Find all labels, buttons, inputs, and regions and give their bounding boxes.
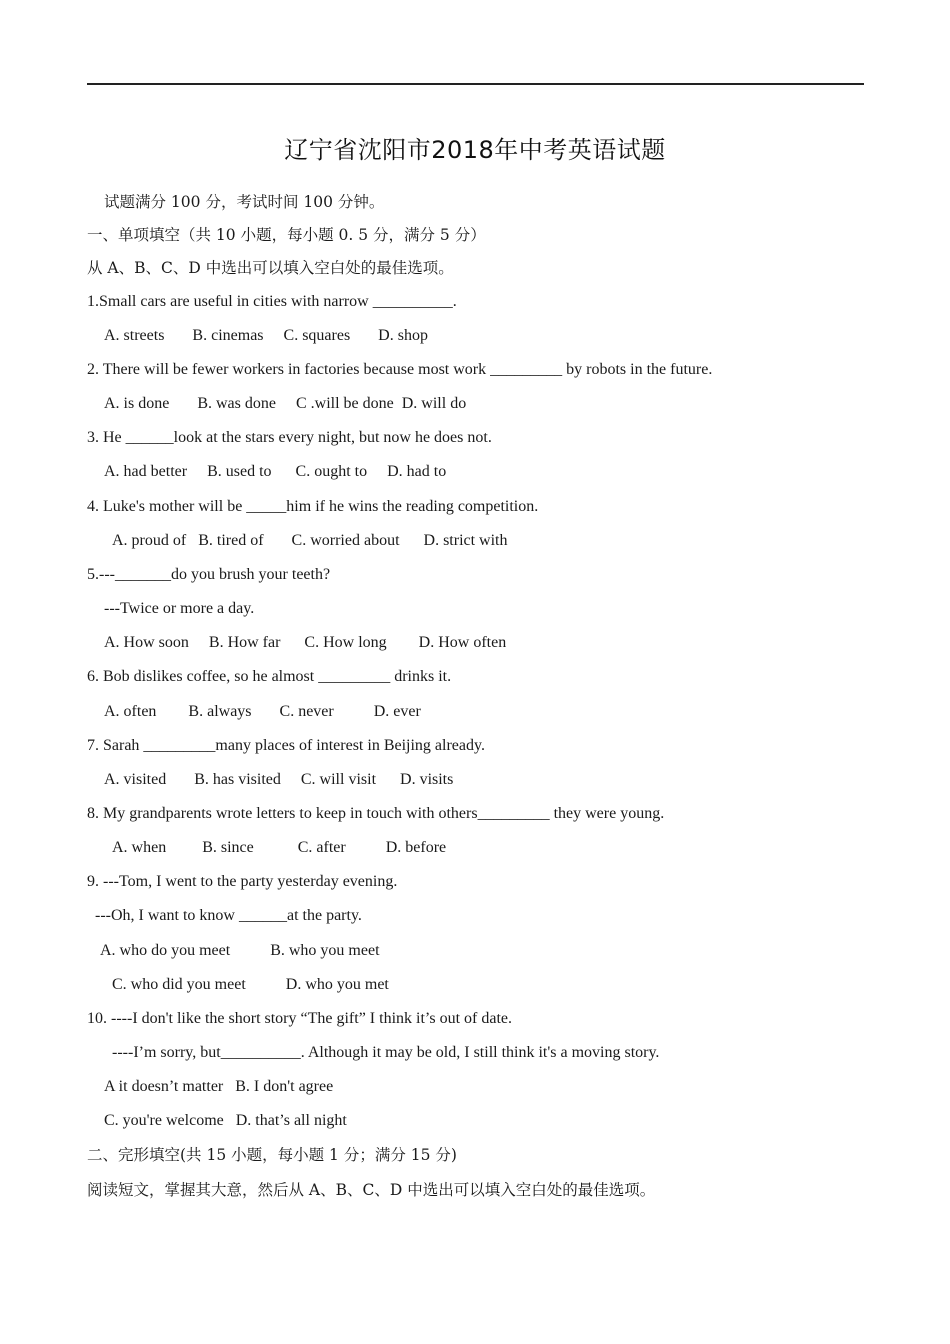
- section1-instruction: 从 A、B、C、D 中选出可以填入空白处的最佳选项。: [87, 259, 454, 277]
- section1-heading: 一、单项填空（共 10 小题，每小题 0. 5 分，满分 5 分）: [87, 226, 486, 244]
- question-options: A. visited B. has visited C. will visit D. visits: [104, 771, 454, 788]
- question-options: A. streets B. cinemas C. squares D. shop: [104, 327, 428, 344]
- question-options: A. is done B. was done C .will be done D. will do: [104, 395, 467, 412]
- exam-intro: 试题满分 100 分，考试时间 100 分钟。: [104, 193, 385, 211]
- question-dialogue-line: ----I’m sorry, but__________. Although it may be old, I still think it's a moving story.: [112, 1044, 660, 1061]
- top-rule: [87, 83, 864, 85]
- question-dialogue-line: ---Twice or more a day.: [104, 600, 255, 617]
- section2-heading: 二、完形填空(共 15 小题，每小题 1 分；满分 15 分): [87, 1146, 457, 1164]
- question-stem: 8. My grandparents wrote letters to keep in touch with others_________ they were young.: [87, 805, 665, 822]
- question-dialogue-line: ---Oh, I want to know ______at the party.: [95, 907, 362, 924]
- question-stem: 2. There will be fewer workers in factories because most work _________ by robots in the future.: [87, 361, 713, 378]
- question-stem: 3. He ______look at the stars every night, but now he does not.: [87, 429, 492, 446]
- question-stem: 7. Sarah _________many places of interest in Beijing already.: [87, 737, 485, 754]
- question-options: A. when B. since C. after D. before: [112, 839, 447, 856]
- question-options: A. proud of B. tired of C. worried about D. strict with: [112, 532, 508, 549]
- question-options: A. often B. always C. never D. ever: [104, 703, 421, 720]
- question-stem: 1.Small cars are useful in cities with narrow __________.: [87, 293, 457, 310]
- question-stem: 4. Luke's mother will be _____him if he wins the reading competition.: [87, 498, 539, 515]
- page-title: 辽宁省沈阳市2018年中考英语试题: [284, 136, 666, 164]
- question-options: A. who do you meet B. who you meet: [100, 942, 380, 959]
- section2-instruction: 阅读短文，掌握其大意，然后从 A、B、C、D 中选出可以填入空白处的最佳选项。: [87, 1181, 656, 1199]
- question-stem: 5.---_______do you brush your teeth?: [87, 566, 331, 583]
- question-options: C. who did you meet D. who you met: [112, 976, 389, 993]
- question-stem: 10. ----I don't like the short story “The gift” I think it’s out of date.: [87, 1010, 513, 1027]
- question-stem: 6. Bob dislikes coffee, so he almost _________ drinks it.: [87, 668, 452, 685]
- question-options: A it doesn’t matter B. I don't agree: [104, 1078, 334, 1095]
- question-stem: 9. ---Tom, I went to the party yesterday evening.: [87, 873, 398, 890]
- question-options: A. had better B. used to C. ought to D. had to: [104, 463, 447, 480]
- question-options: C. you're welcome D. that’s all night: [104, 1112, 347, 1129]
- question-options: A. How soon B. How far C. How long D. How often: [104, 634, 507, 651]
